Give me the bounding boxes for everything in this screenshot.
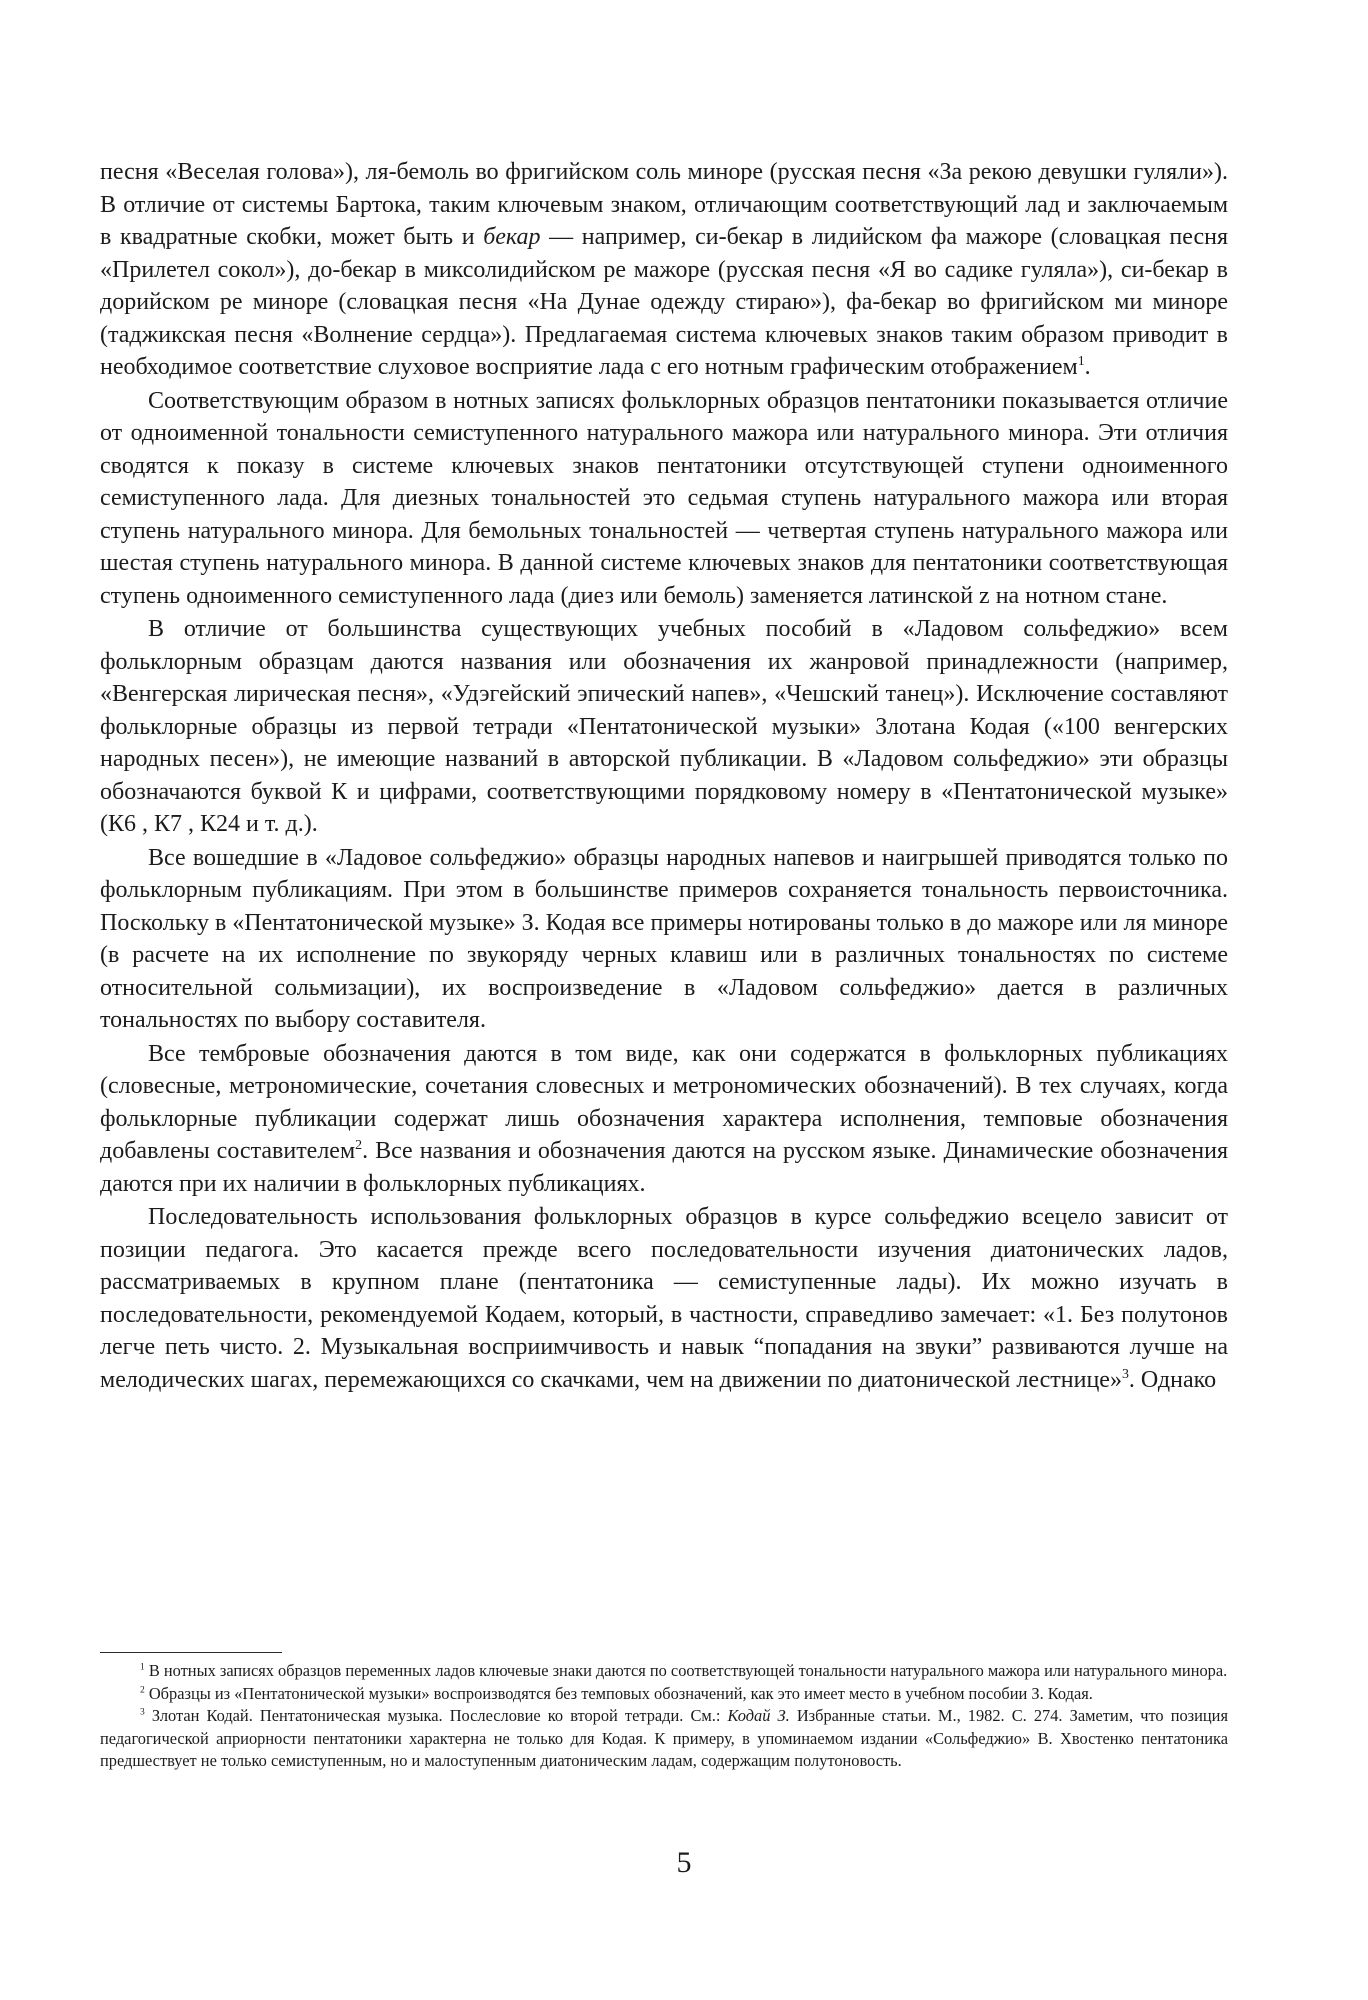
footnote-3-author: Кодай З. [727,1706,790,1725]
paragraph-2: Соответствующим образом в нотных записях фольклорных образцов пентатоники показывается отличие от одноименной тональности семиступенного натурального мажора или натурального минора. Эти отличия сводятся к показу в системе ключевых знаков пентатоники отсутствующей ступени одноименного семиступенного лада. Для диезных тональностей это седьмая ступень натурального мажора или вторая ступень натурального минора. Для бемольных тональностей — четвертая ступень натурального мажора или шестая ступень натурального минора. В данной системе ключевых знаков для пентатоники соответствующая ступень одноименного семиступенного лада (диез или бемоль) заменяется латинской z на нотном стане. [100,387,1228,609]
footnote-divider [100,1652,282,1653]
paragraph-1-italic-term: бекар [483,224,541,250]
footnote-2-mark: 2 [140,1685,145,1696]
footnote-ref-2[interactable]: 2 [355,1138,363,1153]
footnote-ref-3[interactable]: 3 [1121,1366,1129,1382]
paragraph-5 [100,1038,1228,1201]
paragraph-1-text-c: — например, си-бекар в лидийском фа мажоре (словацкая песня «Прилетел сокол»), до-бекар в миксолидийском ре мажоре (русская песня «Я во садике гуляла»), си-бекар в дорийском ре миноре (словацкая песня «На Дунае одежду стираю»), фа-бекар во фригийском ми миноре (таджикская песня «Волнение сердца»). Предлагаемая система ключевых знаков таким образом приводит в необходимое соответствие слуховое восприятие лада с его нотным графическим отображением [100,224,1228,380]
footnote-3 [100,1705,1228,1773]
paragraph-5-text-a: Все тембровые обозначения даются в том виде, как они содержатся в фольклорных публикациях (словесные, метрономические, сочетания словесных и метрономических обозначений). В тех случаях, когда фольклорные публикации содержат лишь обозначения характера исполнения, темповые обозначения добавлены составителем [100,1040,1228,1164]
page-number: 5 [676,1846,692,1879]
footnote-3-mark: 3 [140,1707,145,1718]
footnote-1 [100,1660,1228,1683]
footnote-2 [100,1683,1228,1706]
footnote-3-text-c: Избранные статьи. М., 1982. С. 274. Заметим, что позиция педагогической априорности пентатоники характерна не только для Кодая. К примеру, в упоминаемом издании «Сольфеджио» В. Хвостенко пентатоника предшествует не только семиступенным, но и малоступенным диатоническим ладам, содержащим полутоновость. [100,1706,1228,1770]
footnote-2-text: Образцы из «Пентатонической музыки» воспроизводятся без темповых обозначений, как это имеет место в учебном пособии З. Кодая. [144,1683,1093,1703]
paragraph-1 [100,156,1228,384]
paragraph-4: Все вошедшие в «Ладовое сольфеджио» образцы народных напевов и наигрышей приводятся только по фольклорным публикациям. При этом в большинстве примеров сохраняется тональность первоисточника. Поскольку в «Пентатонической музыке» З. Кодая все примеры нотированы только в до мажоре или ля миноре (в расчете на их исполнение по звукоряду черных клавиш или в различных тональностях по системе относительной сольмизации), их воспроизведение в «Ладовом сольфеджио» дается в различных тональностях по выбору составителя. [100,844,1228,1033]
paragraph-5-text-b: . Все названия и обозначения даются на русском языке. Динамические обозначения даются при их наличии в фольклорных публикациях. [100,1138,1229,1197]
paragraph-6-text-b: . Однако [1128,1366,1217,1393]
main-text [100,156,1228,1396]
paragraph-6 [100,1201,1228,1396]
paragraph-6-text-a: Последовательность использования фольклорных образцов в курсе сольфеджио всецело зависит от позиции педагога. Это касается прежде всего последовательности изучения диатонических ладов, рассматриваемых в крупном плане (пентатоника — семиступенные лады). Их можно изучать в последовательности, рекомендуемой Кодаем, который, в частности, справедливо замечает: «1. Без полутонов легче петь чисто. 2. Музыкальная восприимчивость и навык “попадания на звуки” развиваются лучше на мелодических шагах, перемежающихся со скачками, чем на движении по диатонической лестнице» [100,1204,1228,1393]
paragraph-1-text-a: песня «Веселая голова»), ля-бемоль во фригийском соль миноре (русская песня «За рекою девушки гуляли»). В отличие от системы Бартока, таким ключевым знаком, отличающим соответствующий лад и заключаемым в квадратные скобки, может быть и [100,159,1228,250]
footnote-3-text-a: Злотан Кодай. Пентатоническая музыка. Послесловие ко второй тетради. См.: [144,1706,728,1725]
footnotes [100,1660,1228,1773]
footnote-ref-1[interactable]: 1 [1077,354,1085,369]
footnote-1-mark: 1 [140,1662,145,1673]
paragraph-1-text-d: . [1084,354,1091,380]
footnote-1-text: В нотных записях образцов переменных ладов ключевые знаки даются по соответствующей тональности натурального мажора или натурального минора. [144,1661,1228,1680]
paragraph-3: В отличие от большинства существующих учебных пособий в «Ладовом сольфеджио» всем фольклорным образцам даются названия или обозначения их жанровой принадлежности (например, «Венгерская лирическая песня», «Удэгейский эпический напев», «Чешский танец»). Исключение составляют фольклорные образцы из первой тетради «Пентатонической музыки» Злотана Кодая («100 венгерских народных песен»), не имеющие названий в авторской публикации. В «Ладовом сольфеджио» эти образцы обозначаются буквой К и цифрами, соответствующими порядковому номеру в «Пентатонической музыке» (К6 , К7 , К24 и т. д.). [100,616,1228,837]
